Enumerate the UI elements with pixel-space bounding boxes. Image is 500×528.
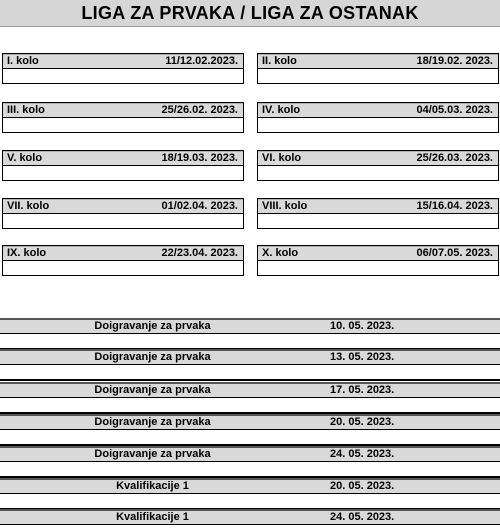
round-label: II. kolo xyxy=(262,55,297,67)
round-box-10 xyxy=(257,245,499,276)
match-body xyxy=(0,430,500,446)
round-label: IX. kolo xyxy=(7,247,47,259)
match-row-4 xyxy=(0,414,500,446)
round-date: 06/07.05. 2023. xyxy=(416,247,493,259)
match-label: Doigravanje za prvaka xyxy=(94,416,211,428)
match-body xyxy=(0,494,500,510)
match-header xyxy=(0,349,500,365)
round-box-8 xyxy=(257,198,499,229)
round-box-3 xyxy=(2,102,244,133)
match-date: 24. 05. 2023. xyxy=(330,448,395,460)
round-label: I. kolo xyxy=(7,55,39,67)
round-box-9 xyxy=(2,245,244,276)
match-row-5 xyxy=(0,446,500,478)
match-header xyxy=(0,382,500,398)
round-body xyxy=(3,214,243,228)
match-date: 17. 05. 2023. xyxy=(330,384,395,396)
title-bar xyxy=(0,0,500,27)
round-date: 25/26.02. 2023. xyxy=(161,104,238,116)
round-label: V. kolo xyxy=(7,152,43,164)
match-date: 20. 05. 2023. xyxy=(330,416,395,428)
match-label: Kvalifikacije 1 xyxy=(116,511,189,523)
round-date: 04/05.03. 2023. xyxy=(416,104,493,116)
round-body xyxy=(258,166,498,180)
round-header xyxy=(258,103,498,118)
match-label: Doigravanje za prvaka xyxy=(94,351,211,363)
match-label: Doigravanje za prvaka xyxy=(94,320,211,332)
round-date: 18/19.02. 2023. xyxy=(416,55,493,67)
page-title: LIGA ZA PRVAKA / LIGA ZA OSTANAK xyxy=(81,2,419,23)
match-date: 13. 05. 2023. xyxy=(330,351,395,363)
round-box-1 xyxy=(2,53,244,84)
match-body xyxy=(0,462,500,478)
round-box-4 xyxy=(257,102,499,133)
match-row-1 xyxy=(0,318,500,350)
round-body xyxy=(258,118,498,132)
round-header xyxy=(3,54,243,69)
round-header xyxy=(258,54,498,69)
round-body xyxy=(3,166,243,180)
match-header xyxy=(0,318,500,334)
match-label: Doigravanje za prvaka xyxy=(94,448,211,460)
round-body xyxy=(3,69,243,83)
round-body xyxy=(3,261,243,275)
match-date: 10. 05. 2023. xyxy=(330,320,395,332)
round-box-6 xyxy=(257,150,499,181)
round-date: 15/16.04. 2023. xyxy=(416,200,493,212)
round-box-5 xyxy=(2,150,244,181)
round-body xyxy=(258,214,498,228)
match-row-3 xyxy=(0,382,500,414)
round-header xyxy=(258,246,498,261)
match-body xyxy=(0,365,500,381)
round-header xyxy=(3,199,243,214)
round-body xyxy=(258,69,498,83)
round-header xyxy=(3,151,243,166)
match-header xyxy=(0,414,500,430)
match-row-6 xyxy=(0,478,500,510)
match-row-2 xyxy=(0,349,500,381)
round-date: 22/23.04. 2023. xyxy=(161,247,238,259)
round-body xyxy=(258,261,498,275)
match-date: 24. 05. 2023. xyxy=(330,511,395,523)
round-body xyxy=(3,118,243,132)
round-header xyxy=(3,103,243,118)
round-date: 01/02.04. 2023. xyxy=(161,200,238,212)
match-header xyxy=(0,509,500,525)
match-body xyxy=(0,398,500,414)
round-label: III. kolo xyxy=(7,104,45,116)
match-label: Doigravanje za prvaka xyxy=(94,384,211,396)
round-label: X. kolo xyxy=(262,247,299,259)
round-date: 25/26.03. 2023. xyxy=(416,152,493,164)
round-date: 18/19.03. 2023. xyxy=(161,152,238,164)
match-header xyxy=(0,478,500,494)
match-body xyxy=(0,334,500,350)
round-box-7 xyxy=(2,198,244,229)
round-box-2 xyxy=(257,53,499,84)
round-date: 11/12.02.2023. xyxy=(165,55,238,67)
match-row-7 xyxy=(0,509,500,525)
round-label: VI. kolo xyxy=(262,152,302,164)
round-header xyxy=(3,246,243,261)
round-header xyxy=(258,199,498,214)
round-label: VII. kolo xyxy=(7,200,50,212)
round-label: IV. kolo xyxy=(262,104,301,116)
match-date: 20. 05. 2023. xyxy=(330,480,395,492)
round-label: VIII. kolo xyxy=(262,200,308,212)
round-header xyxy=(258,151,498,166)
match-header xyxy=(0,446,500,462)
match-label: Kvalifikacije 1 xyxy=(116,480,189,492)
